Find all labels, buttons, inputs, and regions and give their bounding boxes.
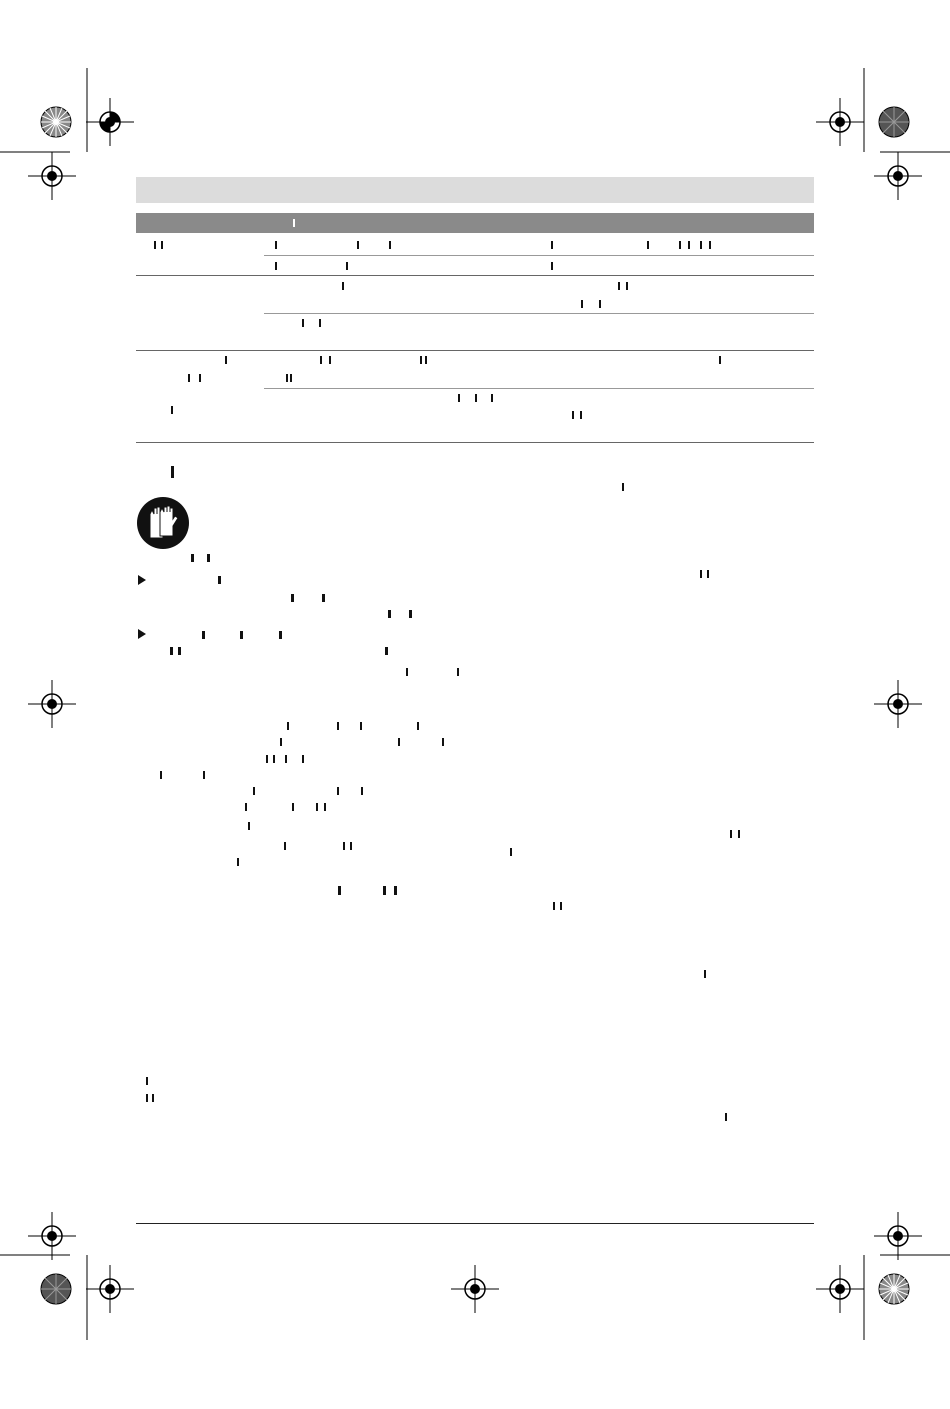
crosshair-registration-icon — [28, 680, 76, 728]
text-fragment — [319, 319, 321, 327]
text-fragment — [688, 241, 690, 249]
text-fragment — [389, 241, 391, 249]
crosshair-registration-icon — [28, 1212, 76, 1260]
text-fragment — [225, 356, 227, 364]
text-fragment — [398, 738, 400, 746]
text-fragment — [171, 466, 174, 478]
text-fragment — [316, 803, 318, 811]
text-fragment — [329, 356, 331, 364]
text-fragment — [275, 262, 277, 270]
text-fragment — [725, 1113, 727, 1121]
text-fragment — [385, 647, 388, 655]
text-fragment — [730, 830, 732, 838]
footer-rule — [136, 1223, 814, 1224]
text-fragment — [338, 886, 341, 895]
text-fragment — [287, 722, 289, 730]
text-fragment — [394, 886, 397, 895]
text-fragment — [572, 411, 574, 419]
text-fragment — [171, 406, 173, 414]
text-fragment — [152, 1094, 154, 1102]
text-fragment — [154, 241, 156, 249]
table-divider — [264, 388, 814, 389]
text-fragment — [161, 241, 163, 249]
table-divider — [264, 255, 814, 256]
crosshair-registration-icon — [86, 98, 134, 146]
crosshair-registration-icon — [816, 1265, 864, 1313]
text-fragment — [253, 787, 255, 795]
crosshair-registration-icon — [874, 680, 922, 728]
header-band — [136, 177, 814, 203]
crosshair-registration-icon — [28, 152, 76, 200]
text-fragment — [388, 610, 391, 618]
text-fragment — [290, 374, 292, 382]
text-fragment — [203, 771, 205, 779]
text-fragment — [202, 631, 205, 639]
text-fragment — [700, 570, 702, 578]
text-fragment — [302, 755, 304, 763]
starburst-color-target-icon — [878, 1273, 910, 1305]
text-fragment — [409, 610, 412, 618]
text-fragment — [346, 262, 348, 270]
table-divider — [136, 350, 814, 351]
text-fragment — [337, 722, 339, 730]
text-fragment — [738, 830, 740, 838]
text-fragment — [425, 356, 427, 364]
text-fragment — [245, 803, 247, 811]
text-fragment — [322, 594, 325, 602]
text-fragment — [551, 262, 553, 270]
text-fragment — [618, 282, 620, 290]
text-fragment — [275, 241, 277, 249]
text-fragment — [442, 738, 444, 746]
text-fragment — [324, 803, 326, 811]
text-fragment — [146, 1077, 148, 1085]
starburst-color-target-icon — [878, 106, 910, 138]
text-fragment — [350, 842, 352, 850]
text-fragment — [199, 374, 201, 382]
text-fragment — [551, 241, 553, 249]
text-fragment — [280, 738, 282, 746]
table-divider — [136, 275, 814, 276]
triangle-bullet-icon — [138, 575, 146, 585]
text-fragment — [273, 755, 275, 763]
text-fragment — [170, 647, 173, 655]
protective-gloves-icon — [136, 496, 190, 550]
text-fragment — [700, 241, 702, 249]
text-fragment — [342, 282, 344, 290]
text-fragment — [707, 570, 709, 578]
text-fragment — [320, 356, 322, 364]
text-fragment — [343, 842, 345, 850]
text-fragment — [417, 722, 419, 730]
text-fragment — [457, 668, 459, 676]
text-fragment — [302, 319, 304, 327]
text-fragment — [560, 902, 562, 910]
text-fragment — [285, 755, 287, 763]
crosshair-registration-icon — [86, 1265, 134, 1313]
text-fragment — [622, 483, 624, 491]
text-fragment — [719, 356, 721, 364]
table-divider — [136, 442, 814, 443]
text-fragment — [240, 631, 243, 639]
text-fragment — [553, 902, 555, 910]
table-divider — [264, 313, 814, 314]
starburst-color-target-icon — [40, 106, 72, 138]
text-fragment — [178, 647, 181, 655]
text-fragment — [626, 282, 628, 290]
text-fragment — [191, 554, 194, 562]
text-fragment — [581, 300, 583, 308]
text-fragment — [491, 394, 493, 402]
text-fragment — [360, 722, 362, 730]
text-fragment — [337, 787, 339, 795]
crosshair-registration-icon — [816, 98, 864, 146]
table-header — [136, 213, 814, 233]
text-fragment — [580, 411, 582, 419]
text-fragment — [237, 858, 239, 866]
text-fragment — [599, 300, 601, 308]
text-fragment — [357, 241, 359, 249]
text-fragment — [475, 394, 477, 402]
text-fragment — [293, 219, 295, 227]
crosshair-registration-icon — [874, 152, 922, 200]
text-fragment — [266, 755, 268, 763]
text-fragment — [146, 1094, 148, 1102]
text-fragment — [218, 576, 221, 584]
text-fragment — [647, 241, 649, 249]
starburst-color-target-icon — [40, 1273, 72, 1305]
text-fragment — [160, 771, 162, 779]
text-fragment — [679, 241, 681, 249]
triangle-bullet-icon — [138, 629, 146, 639]
text-fragment — [291, 594, 294, 602]
text-fragment — [709, 241, 711, 249]
text-fragment — [704, 970, 706, 978]
text-fragment — [383, 886, 386, 895]
text-fragment — [248, 822, 250, 830]
text-fragment — [279, 631, 282, 639]
text-fragment — [510, 848, 512, 856]
crosshair-registration-icon — [874, 1212, 922, 1260]
text-fragment — [284, 842, 286, 850]
text-fragment — [292, 803, 294, 811]
crosshair-registration-icon — [451, 1265, 499, 1313]
text-fragment — [406, 668, 408, 676]
text-fragment — [420, 356, 422, 364]
text-fragment — [458, 394, 460, 402]
text-fragment — [361, 787, 363, 795]
text-fragment — [286, 374, 288, 382]
text-fragment — [207, 554, 210, 562]
text-fragment — [188, 374, 190, 382]
